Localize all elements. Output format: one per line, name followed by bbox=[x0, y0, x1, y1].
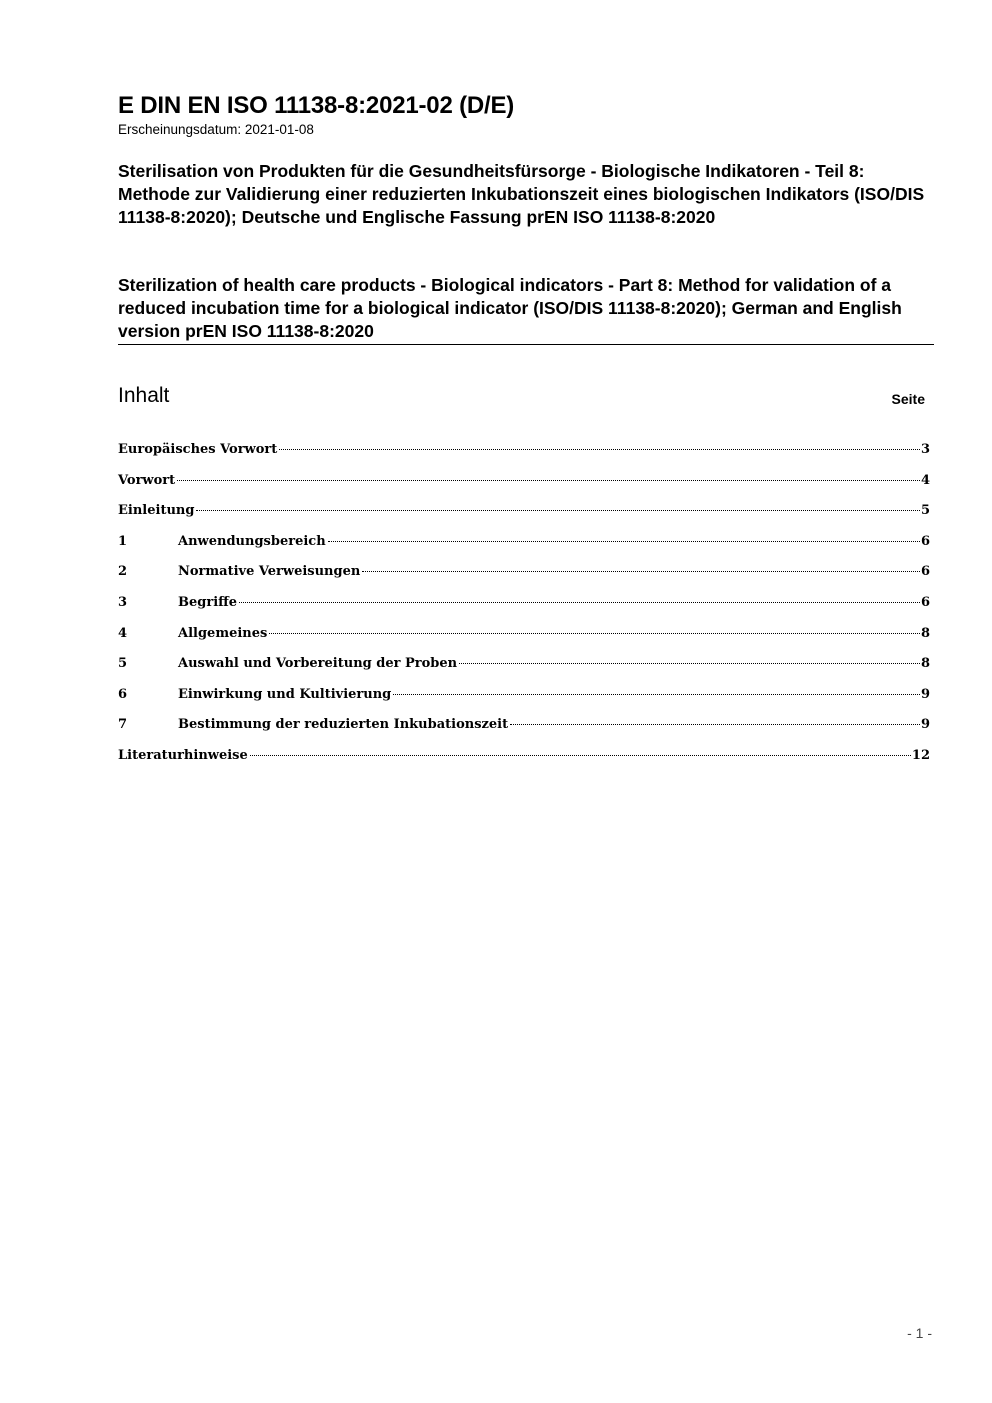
toc-entry-text: Einwirkung und Kultivierung bbox=[178, 686, 392, 702]
toc-entry-page: 9 bbox=[920, 717, 930, 733]
toc-entry-page: 9 bbox=[920, 686, 930, 702]
toc-leader bbox=[279, 449, 920, 450]
toc-entry-page: 4 bbox=[920, 472, 930, 488]
toc-entry-number: 1 bbox=[118, 533, 128, 549]
toc-page-column-label: Seite bbox=[891, 391, 925, 407]
toc-entry-number: 4 bbox=[118, 625, 128, 641]
toc-entry-page: 8 bbox=[920, 656, 930, 672]
title-english: Sterilization of health care products - Biological indicators - Part 8: Method for validation of a reduced incubation time for a biological indicator (ISO/DIS 11138-8:2020); German and English version prEN ISO 11138-8:2020 bbox=[118, 275, 902, 341]
toc-entry[interactable] bbox=[118, 714, 930, 745]
toc-entry[interactable] bbox=[118, 592, 930, 623]
toc-entry[interactable] bbox=[118, 470, 930, 501]
toc-entry-text: Einleitung bbox=[118, 503, 195, 519]
toc-leader bbox=[269, 633, 920, 634]
table-of-contents bbox=[118, 439, 930, 776]
toc-entry-text: Allgemeines bbox=[178, 625, 268, 641]
toc-entry-page: 3 bbox=[920, 442, 930, 457]
toc-leader bbox=[459, 663, 920, 664]
toc-leader bbox=[510, 724, 920, 725]
toc-entry[interactable] bbox=[118, 439, 930, 470]
title-divider bbox=[118, 344, 934, 345]
toc-entry-page: 12 bbox=[911, 747, 930, 763]
toc-leader bbox=[393, 694, 920, 695]
toc-leader bbox=[196, 510, 920, 511]
toc-entry[interactable] bbox=[118, 561, 930, 592]
toc-entry[interactable] bbox=[118, 653, 930, 684]
toc-entry[interactable] bbox=[118, 745, 930, 776]
toc-entry-text: Auswahl und Vorbereitung der Proben bbox=[178, 656, 458, 672]
toc-entry-page: 8 bbox=[920, 625, 930, 641]
toc-leader bbox=[328, 541, 920, 542]
toc-entry[interactable] bbox=[118, 531, 930, 562]
toc-entry[interactable] bbox=[118, 623, 930, 654]
toc-entry[interactable] bbox=[118, 500, 930, 531]
page-number: - 1 - bbox=[907, 1325, 932, 1341]
toc-entry-text: Anwendungsbereich bbox=[178, 533, 326, 549]
toc-entry-number: 3 bbox=[118, 594, 128, 610]
toc-entry[interactable] bbox=[118, 684, 930, 715]
toc-entry-number: 2 bbox=[118, 564, 128, 580]
toc-entry-page: 5 bbox=[920, 503, 930, 519]
toc-entry-number: 7 bbox=[118, 717, 128, 733]
toc-entry-text: Europäisches Vorwort bbox=[118, 442, 278, 457]
toc-heading: Inhalt bbox=[118, 384, 170, 407]
toc-entry-text: Literaturhinweise bbox=[118, 747, 248, 763]
toc-entry-text: Vorwort bbox=[118, 472, 176, 488]
title-german: Sterilisation von Produkten für die Gesundheitsfürsorge - Biologische Indikatoren - Teil 8: Methode zur Validierung einer reduzierten Inkubationszeit eines biologischen Indikators (ISO/DIS 11138-8:2020); Deutsche und Englische Fassung prEN ISO 11138-8:2020 bbox=[118, 161, 925, 227]
toc-leader bbox=[177, 480, 920, 481]
toc-entry-number: 5 bbox=[118, 656, 128, 672]
toc-entry-text: Begriffe bbox=[178, 594, 238, 610]
toc-entry-text: Normative Verweisungen bbox=[178, 564, 361, 580]
toc-entry-page: 6 bbox=[920, 533, 930, 549]
toc-leader bbox=[239, 602, 920, 603]
publication-date: Erscheinungsdatum: 2021-01-08 bbox=[118, 122, 314, 137]
toc-entry-number: 6 bbox=[118, 686, 128, 702]
toc-entry-page: 6 bbox=[920, 564, 930, 580]
toc-leader bbox=[250, 755, 911, 756]
toc-entry-text: Bestimmung der reduzierten Inkubationszeit bbox=[178, 717, 509, 733]
toc-entry-page: 6 bbox=[920, 594, 930, 610]
document-code: E DIN EN ISO 11138-8:2021-02 (D/E) bbox=[118, 92, 515, 119]
toc-leader bbox=[362, 571, 920, 572]
